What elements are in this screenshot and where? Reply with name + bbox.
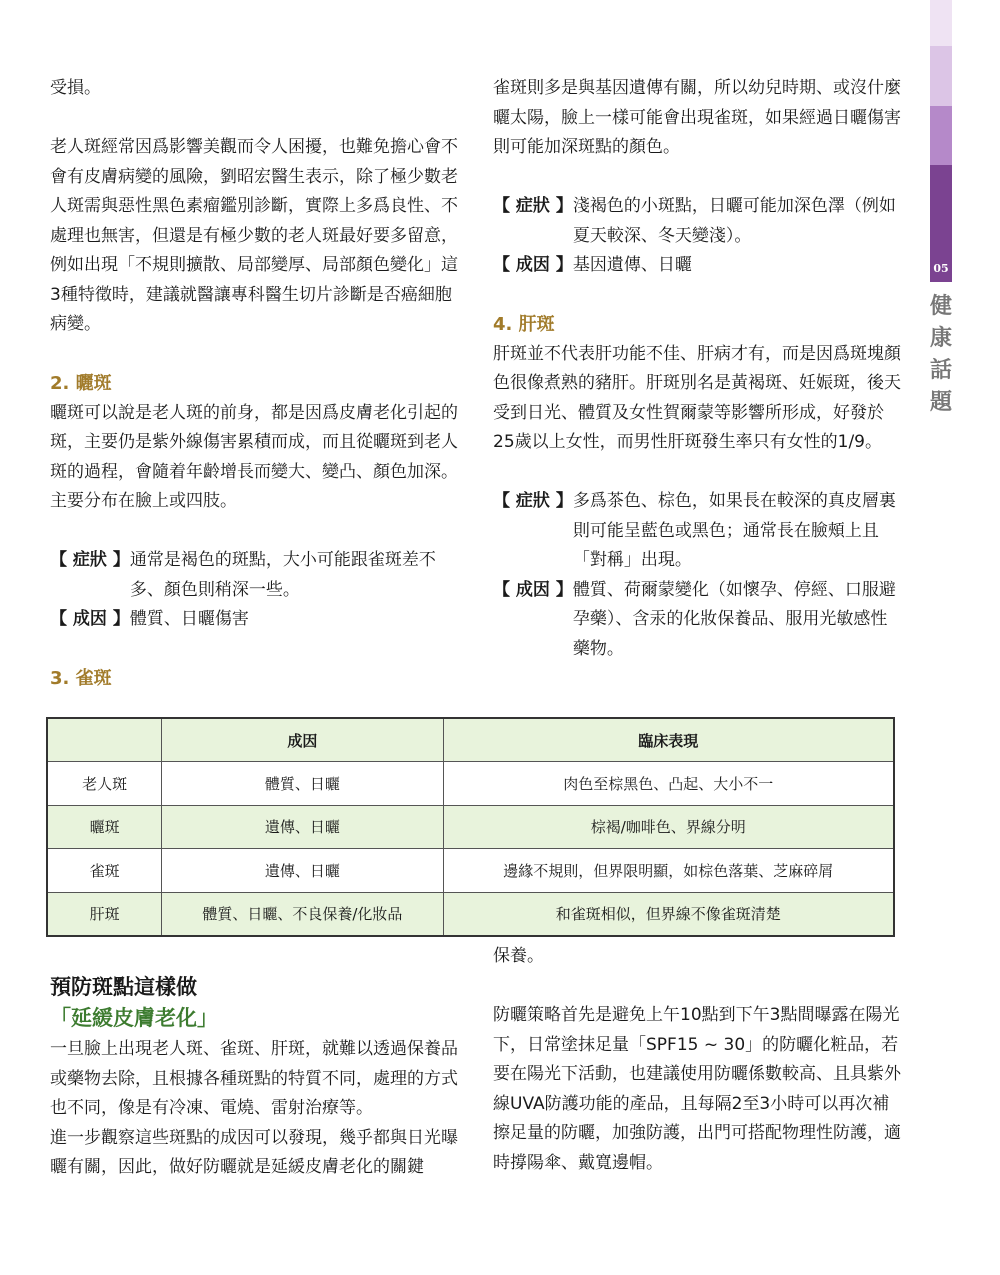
cause-label: 【 成因 】 (50, 609, 130, 629)
table-cell: 邊緣不規則，但界限明顯，如棕色落葉、芝麻碎屑 (443, 849, 894, 893)
symptom-text: 通常是褐色的斑點，大小可能跟雀斑差不多、顏色則稍深一些。 (129, 550, 436, 600)
table-row (47, 892, 894, 936)
table-cell: 遺傳、日曬 (162, 805, 443, 849)
left-column (50, 74, 458, 694)
table-cell: 老人斑 (47, 762, 162, 806)
cause-label: 【 成因 】 (493, 579, 573, 600)
comparison-table (46, 717, 895, 937)
paragraph: 防曬策略首先是避免上午10點到下午3點間曝露在陽光下，日常塗抹足量「SPF15 ~ 30」的防曬化粧品，若要在陽光下活動，也建議使用防曬係數較高、且具紫外線UVA防護功能的產品，且每隔2至3小時可以再次補擦足量的防曬，加強防護，出門可搭配物理性防護，適時撐陽傘、戴寬邊帽。 (493, 1005, 901, 1173)
table-row (47, 762, 894, 806)
table-header-row (47, 718, 894, 762)
table-cell: 棕褐/咖啡色、界線分明 (443, 805, 894, 849)
table-cell: 遺傳、日曬 (162, 849, 443, 893)
symptom-label: 【 症狀 】 (50, 550, 130, 570)
cause-row (50, 605, 458, 635)
table-header-cell: 臨床表現 (443, 718, 894, 762)
table-row (47, 805, 894, 849)
section-heading: 2. 曬斑 (50, 373, 112, 394)
symptom-row (493, 192, 903, 251)
side-strip-segment (930, 46, 952, 106)
paragraph: 一旦臉上出現老人斑、雀斑、肝斑，就難以透過保養品或藥物去除，且根據各種斑點的特質不同，處理的方式也不同，像是有冷凍、電燒、雷射治療等。 (50, 1039, 458, 1118)
paragraph: 老人斑經常因爲影響美觀而令人困擾，也難免擔心會不會有皮膚病變的風險，劉昭宏醫生表示，除了極少數老人斑需與惡性黑色素瘤鑑別診斷，實際上多爲良性、不處理也無害，但還是有極少數的老人斑最好要多留意，例如出現「不規則擴散、局部變厚、局部顏色變化」這3種特徵時，建議就醫讓專科醫生切片診斷是否癌細胞病變。 (50, 137, 458, 334)
side-strip-segment (930, 106, 952, 165)
paragraph: 肝斑並不代表肝功能不佳、肝病才有，而是因爲斑塊顏色很像煮熟的豬肝。肝斑別名是黃褐斑、妊娠斑，後天受到日光、體質及女性賀爾蒙等影響所形成，好發於25歲以上女性，而男性肝斑發生率只有女性的1/9。 (493, 343, 901, 452)
paragraph: 曬斑可以說是老人斑的前身，都是因爲皮膚老化引起的斑，主要仍是紫外線傷害累積而成，而且從曬斑到老人斑的過程，會隨着年齡增長而變大、變凸、顏色加深。主要分布在臉上或四肢。 (50, 402, 458, 511)
table-row (47, 849, 894, 893)
cause-row (493, 576, 903, 665)
prevention-title: 預防斑點這樣做 (50, 975, 197, 999)
symptom-label: 【 症狀 】 (493, 196, 573, 216)
symptom-text: 淺褐色的小斑點，日曬可能加深色澤（例如夏天較深、冬天變淺）。 (572, 196, 896, 246)
table-cell: 體質、日曬 (162, 762, 443, 806)
section-title-char: 康 (929, 325, 952, 351)
cause-label: 【 成因 】 (493, 255, 573, 275)
section-title (928, 290, 954, 418)
section-title-char: 健 (929, 293, 952, 319)
section-title-char: 題 (929, 389, 952, 415)
section-title-char: 話 (929, 357, 952, 383)
section-number: 05 (933, 262, 949, 275)
paragraph: 雀斑則多是與基因遺傳有關，所以幼兒時期、或沒什麼曬太陽，臉上一樣可能會出現雀斑，如果經過日曬傷害則可能加深斑點的顏色。 (493, 78, 901, 157)
symptom-text: 多爲茶色、棕色，如果長在較深的真皮層裏則可能呈藍色或黑色；通常長在臉頰上且「對稱」出現。 (572, 491, 896, 570)
table-cell: 肉色至棕黑色、凸起、大小不一 (443, 762, 894, 806)
side-strip-segment (930, 0, 952, 46)
symptom-label: 【 症狀 】 (493, 491, 573, 511)
table-cell: 體質、日曬、不良保養/化妝品 (162, 892, 443, 936)
section-heading: 4. 肝斑 (493, 314, 555, 335)
symptom-row (493, 487, 903, 576)
table-header-cell: 成因 (162, 718, 443, 762)
paragraph: 受損。 (50, 78, 101, 98)
right-column (493, 74, 903, 664)
paragraph: 進一步觀察這些斑點的成因可以發現，幾乎都與日光曝曬有關，因此，做好防曬就是延緩皮膚老化的關鍵 (50, 1127, 458, 1177)
table-cell: 肝斑 (47, 892, 162, 936)
cause-text: 基因遺傳、日曬 (572, 255, 692, 275)
section-heading: 3. 雀斑 (50, 668, 112, 689)
table-cell: 曬斑 (47, 805, 162, 849)
table-cell: 和雀斑相似，但界線不像雀斑清楚 (443, 892, 894, 936)
prevention-section (50, 973, 458, 1183)
table-header-cell (47, 718, 162, 762)
cause-row (493, 251, 903, 281)
symptom-row (50, 546, 458, 605)
cause-text: 體質、日曬傷害 (129, 609, 249, 629)
paragraph: 保養。 (493, 946, 544, 966)
table-cell: 雀斑 (47, 849, 162, 893)
prevention-subtitle: 「延緩皮膚老化」 (50, 1006, 218, 1030)
cause-text: 體質、荷爾蒙變化（如懷孕、停經、口服避孕藥）、含汞的化妝保養品、服用光敏感性藥物。 (572, 579, 896, 659)
prevention-continued (493, 942, 903, 1178)
